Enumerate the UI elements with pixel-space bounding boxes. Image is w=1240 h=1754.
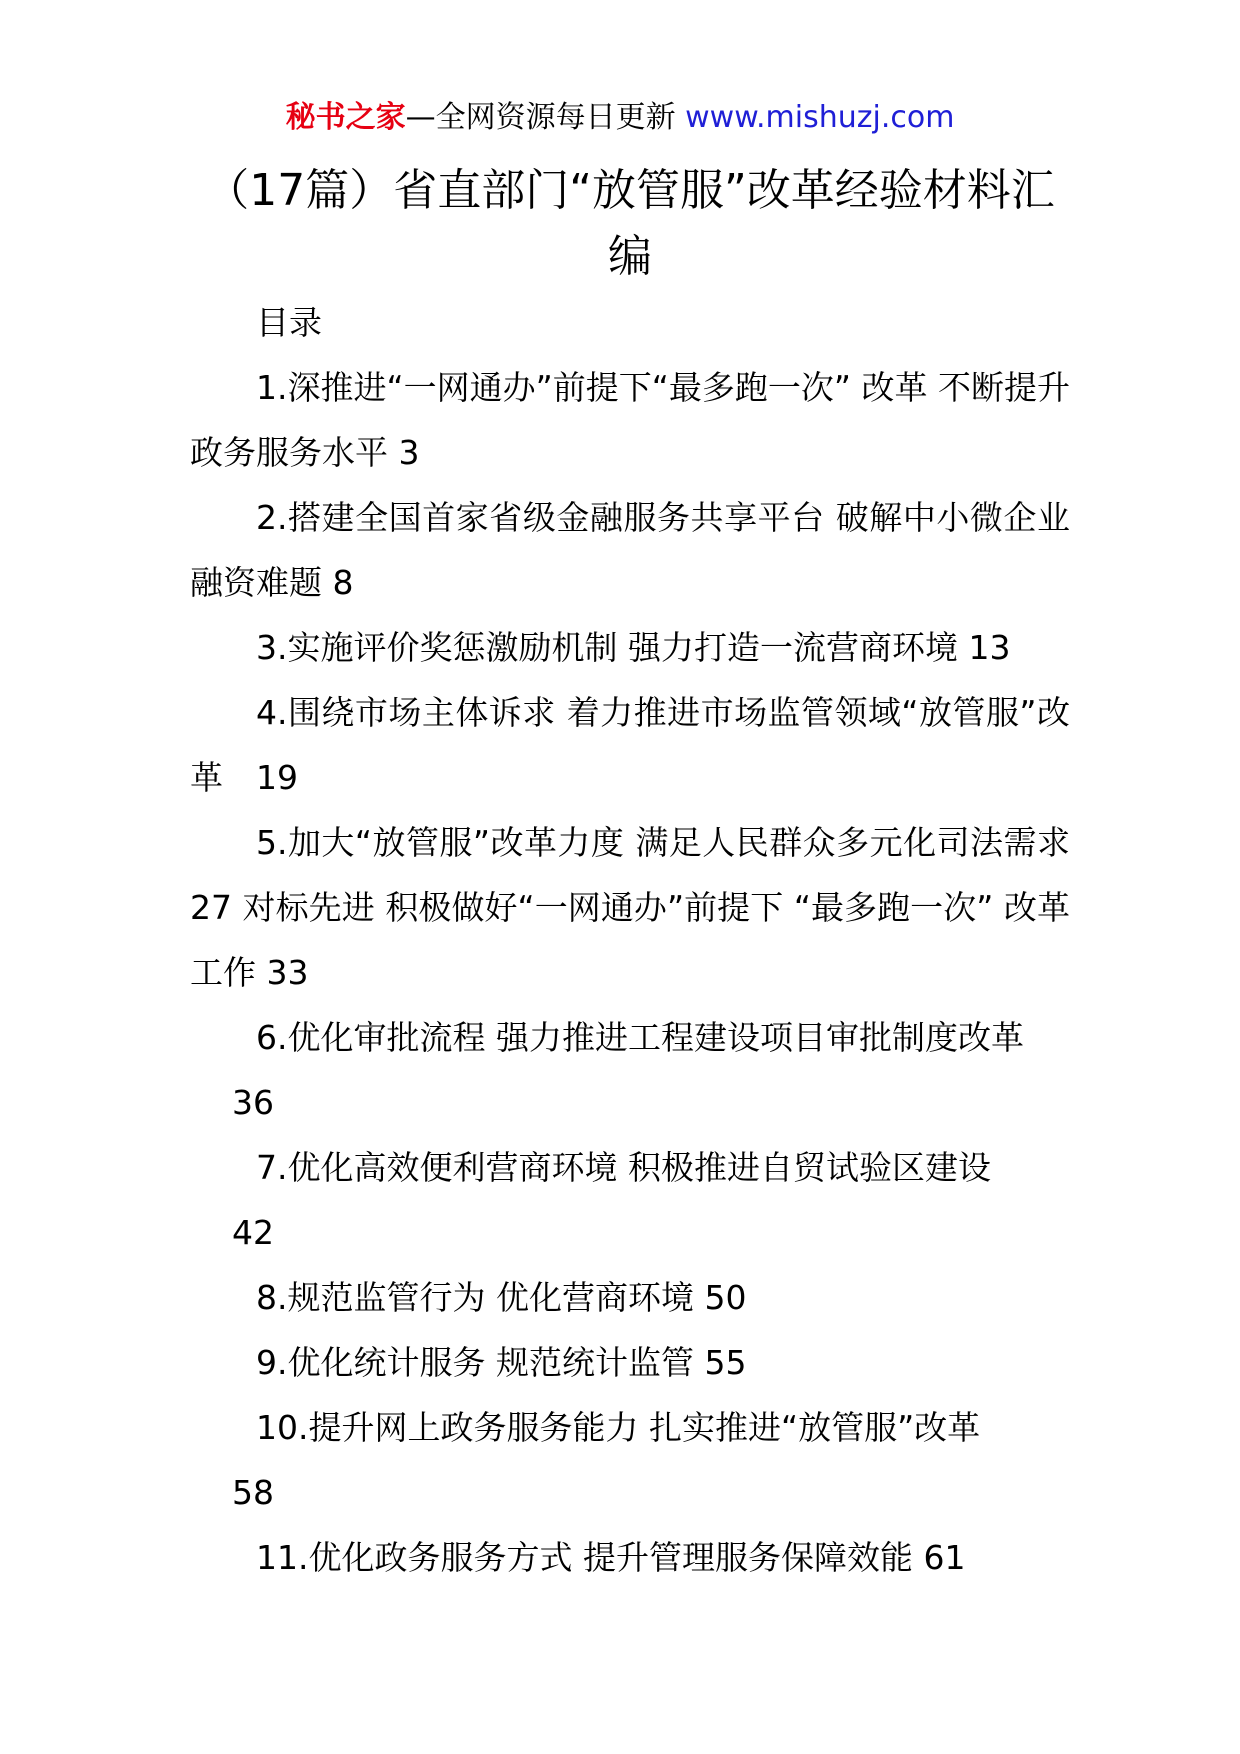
toc-item-6-page: 36 bbox=[232, 1083, 274, 1122]
toc-item-7-text: 7.优化高效便利营商环境 积极推进自贸试验区建设 bbox=[256, 1148, 991, 1187]
table-of-contents bbox=[190, 290, 1070, 1590]
document-title: （17篇）省直部门“放管服”改革经验材料汇编 bbox=[205, 165, 1055, 282]
toc-item-10-page: 58 bbox=[232, 1473, 274, 1512]
toc-item-8: 8.规范监管行为 优化营商环境 50 bbox=[256, 1278, 747, 1317]
toc-item-6 bbox=[190, 1005, 1070, 1135]
toc-heading: 目录 bbox=[256, 303, 322, 342]
toc-item-9: 9.优化统计服务 规范统计监管 55 bbox=[256, 1343, 747, 1382]
toc-item-2: 2.搭建全国首家省级金融服务共享平台 破解中小微企业融资难题 8 bbox=[190, 498, 1070, 602]
site-header bbox=[0, 98, 1240, 138]
toc-item-7-page: 42 bbox=[232, 1213, 274, 1252]
toc-item-1: 1.深推进“一网通办”前提下“最多跑一次” 改革 不断提升政务服务水平 3 bbox=[190, 368, 1070, 472]
toc-item-3: 3.实施评价奖惩激励机制 强力打造一流营商环境 13 bbox=[256, 628, 1011, 667]
toc-item-11: 11.优化政务服务方式 提升管理服务保障效能 61 bbox=[256, 1538, 966, 1577]
header-tagline: —全网资源每日更新 bbox=[405, 100, 676, 135]
toc-item-5: 5.加大“放管服”改革力度 满足人民群众多元化司法需求 27 对标先进 积极做好“一网通办”前提下 “最多跑一次” 改革工作 33 bbox=[190, 823, 1070, 992]
toc-item-4: 4.围绕市场主体诉求 着力推进市场监管领域“放管服”改革 19 bbox=[190, 693, 1070, 797]
toc-item-10-text: 10.提升网上政务服务能力 扎实推进“放管服”改革 bbox=[256, 1408, 981, 1447]
toc-item-10 bbox=[190, 1395, 1070, 1525]
brand-name: 秘书之家 bbox=[285, 100, 406, 135]
site-url-link[interactable]: www.mishuzj.com bbox=[685, 100, 955, 135]
toc-item-7 bbox=[190, 1135, 1070, 1265]
toc-item-6-text: 6.优化审批流程 强力推进工程建设项目审批制度改革 bbox=[256, 1018, 1024, 1057]
